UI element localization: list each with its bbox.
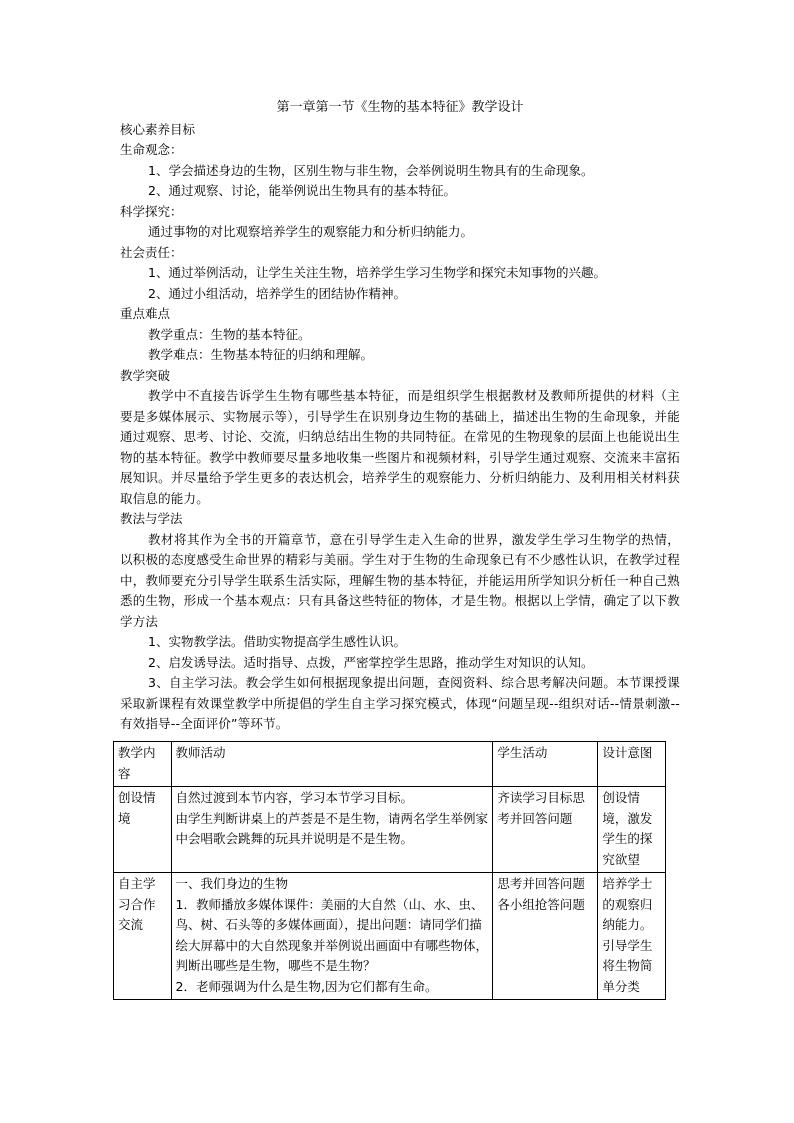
breakthrough-heading: 教学突破 [120,367,171,383]
table-cell: 培养学士的观察归纳能力。引导学生将生物简单分类 [598,873,666,1000]
science-inquiry-heading: 科学探究： [120,203,183,219]
table-header-row [114,742,666,787]
table-cell: 创设情境，激发学生的探究欲望 [598,787,666,873]
cell-line: 1．教师播放多媒体课件：美丽的大自然（山、水、虫、鸟、树、石头等的多媒体画面），提出问题：请同学们描绘大屏幕中的大自然现象并举例说出画面中有哪些物体，判断出哪些是生物，哪些不是生物？ [175,896,489,973]
table-header: 设计意图 [598,742,666,787]
life-concept-item: 1、学会描述身边的生物，区别生物与非生物，会举例说明生物具有的生命现象。 [148,162,594,178]
key-point-item: 教学难点：生物基本特征的归纳和理解。 [148,347,374,362]
method-item: 2、启发诱导法。适时指导、点拨，严密掌控学生思路，推动学生对知识的认知。 [148,654,594,670]
key-points-heading: 重点难点 [120,306,171,321]
life-concept-heading: 生命观念： [120,142,183,157]
table-cell: 思考并回答问题各小组抢答问题 [493,873,598,1000]
table-header: 教学内容 [114,742,172,787]
page-title: 第一章第一节《生物的基本特征》教学设计 [276,100,524,115]
life-concept-item: 2、通过观察、讨论，能举例说出生物具有的基本特征。 [148,183,456,198]
social-resp-item: 2、通过小组活动，培养学生的团结协作精神。 [148,285,406,301]
key-point-item: 教学重点：生物的基本特征。 [148,326,311,342]
lesson-table [113,741,666,1000]
table-cell: 齐读学习目标思考并回答问题 [493,787,598,873]
table-row [114,787,666,873]
social-resp-heading: 社会责任： [120,244,183,260]
methods-paragraph: 教材将其作为全书的开篇章节，意在引导学生走入生命的世界，激发学生学习生物学的热情，以积极的态度感受生命世界的精彩与美丽。学生对于生物的生命现象已有不少感性认识，在教学过程中，教师要充分引导学生联系生活实际，理解生物的基本特征，并能运用所学知识分析任一种自己熟悉的生物，形成一个基本观点：只有具备这些特征的物体，才是生物。根据以上学情，确定了以下教学方法 [120,531,680,629]
cell-line: 自然过渡到本节内容，学习本节学习目标。 [175,790,414,805]
table-row [114,873,666,1000]
table-cell [171,787,493,873]
method-item: 3、自主学习法。教会学生如何根据现象提出问题，查阅资料、综合思考解决问题。本节课授课采取新课程有效课堂教学中所提倡的学生自主学习探究模式，体现“问题呈现--组织对话--情景刺激--有效指导--全面评价”等环节。 [120,675,680,731]
document-body [120,98,680,735]
table-cell [171,873,493,1000]
breakthrough-paragraph: 教学中不直接告诉学生生物有哪些基本特征，而是组织学生根据教材及教师所提供的材料（主要是多媒体展示、实物展示等），引导学生在识别身边生物的基础上，描述出生物的生命现象，并能通过观察、思考、讨论、交流，归纳总结出生物的共同特征。在常见的生物现象的层面上也能说出生物的基本特征。教学中教师要尽量多地收集一些图片和视频材料，引导学生通过观察、交流来丰富拓展知识。并尽量给予学生更多的表达机会，培养学生的观察能力、分析归纳能力、及利用相关材料获取信息的能力。 [120,388,680,506]
social-resp-item: 1、通过举例活动，让学生关注生物，培养学生学习生物学和探究未知事物的兴趣。 [148,265,606,280]
cell-line: 一、我们身边的生物 [175,876,289,891]
methods-heading: 教法与学法 [120,511,183,526]
table-header: 学生活动 [493,742,598,787]
table-cell: 创设情境 [114,787,172,873]
core-goals-heading: 核心素养目标 [120,121,196,137]
method-item: 1、实物教学法。借助实物提高学生感性认识。 [148,634,406,649]
cell-line: 2．老师强调为什么是生物,因为它们都有生命。 [175,978,438,994]
table-header: 教师活动 [171,742,493,787]
science-inquiry-item: 通过事物的对比观察培养学生的观察能力和分析归纳能力。 [148,224,474,239]
cell-line: 由学生判断讲桌上的芦荟是不是生物，请两名学生举例家中会唱歌会跳舞的玩具并说明是不是生物。 [175,810,489,846]
table-cell: 自主学习合作交流 [114,873,172,1000]
